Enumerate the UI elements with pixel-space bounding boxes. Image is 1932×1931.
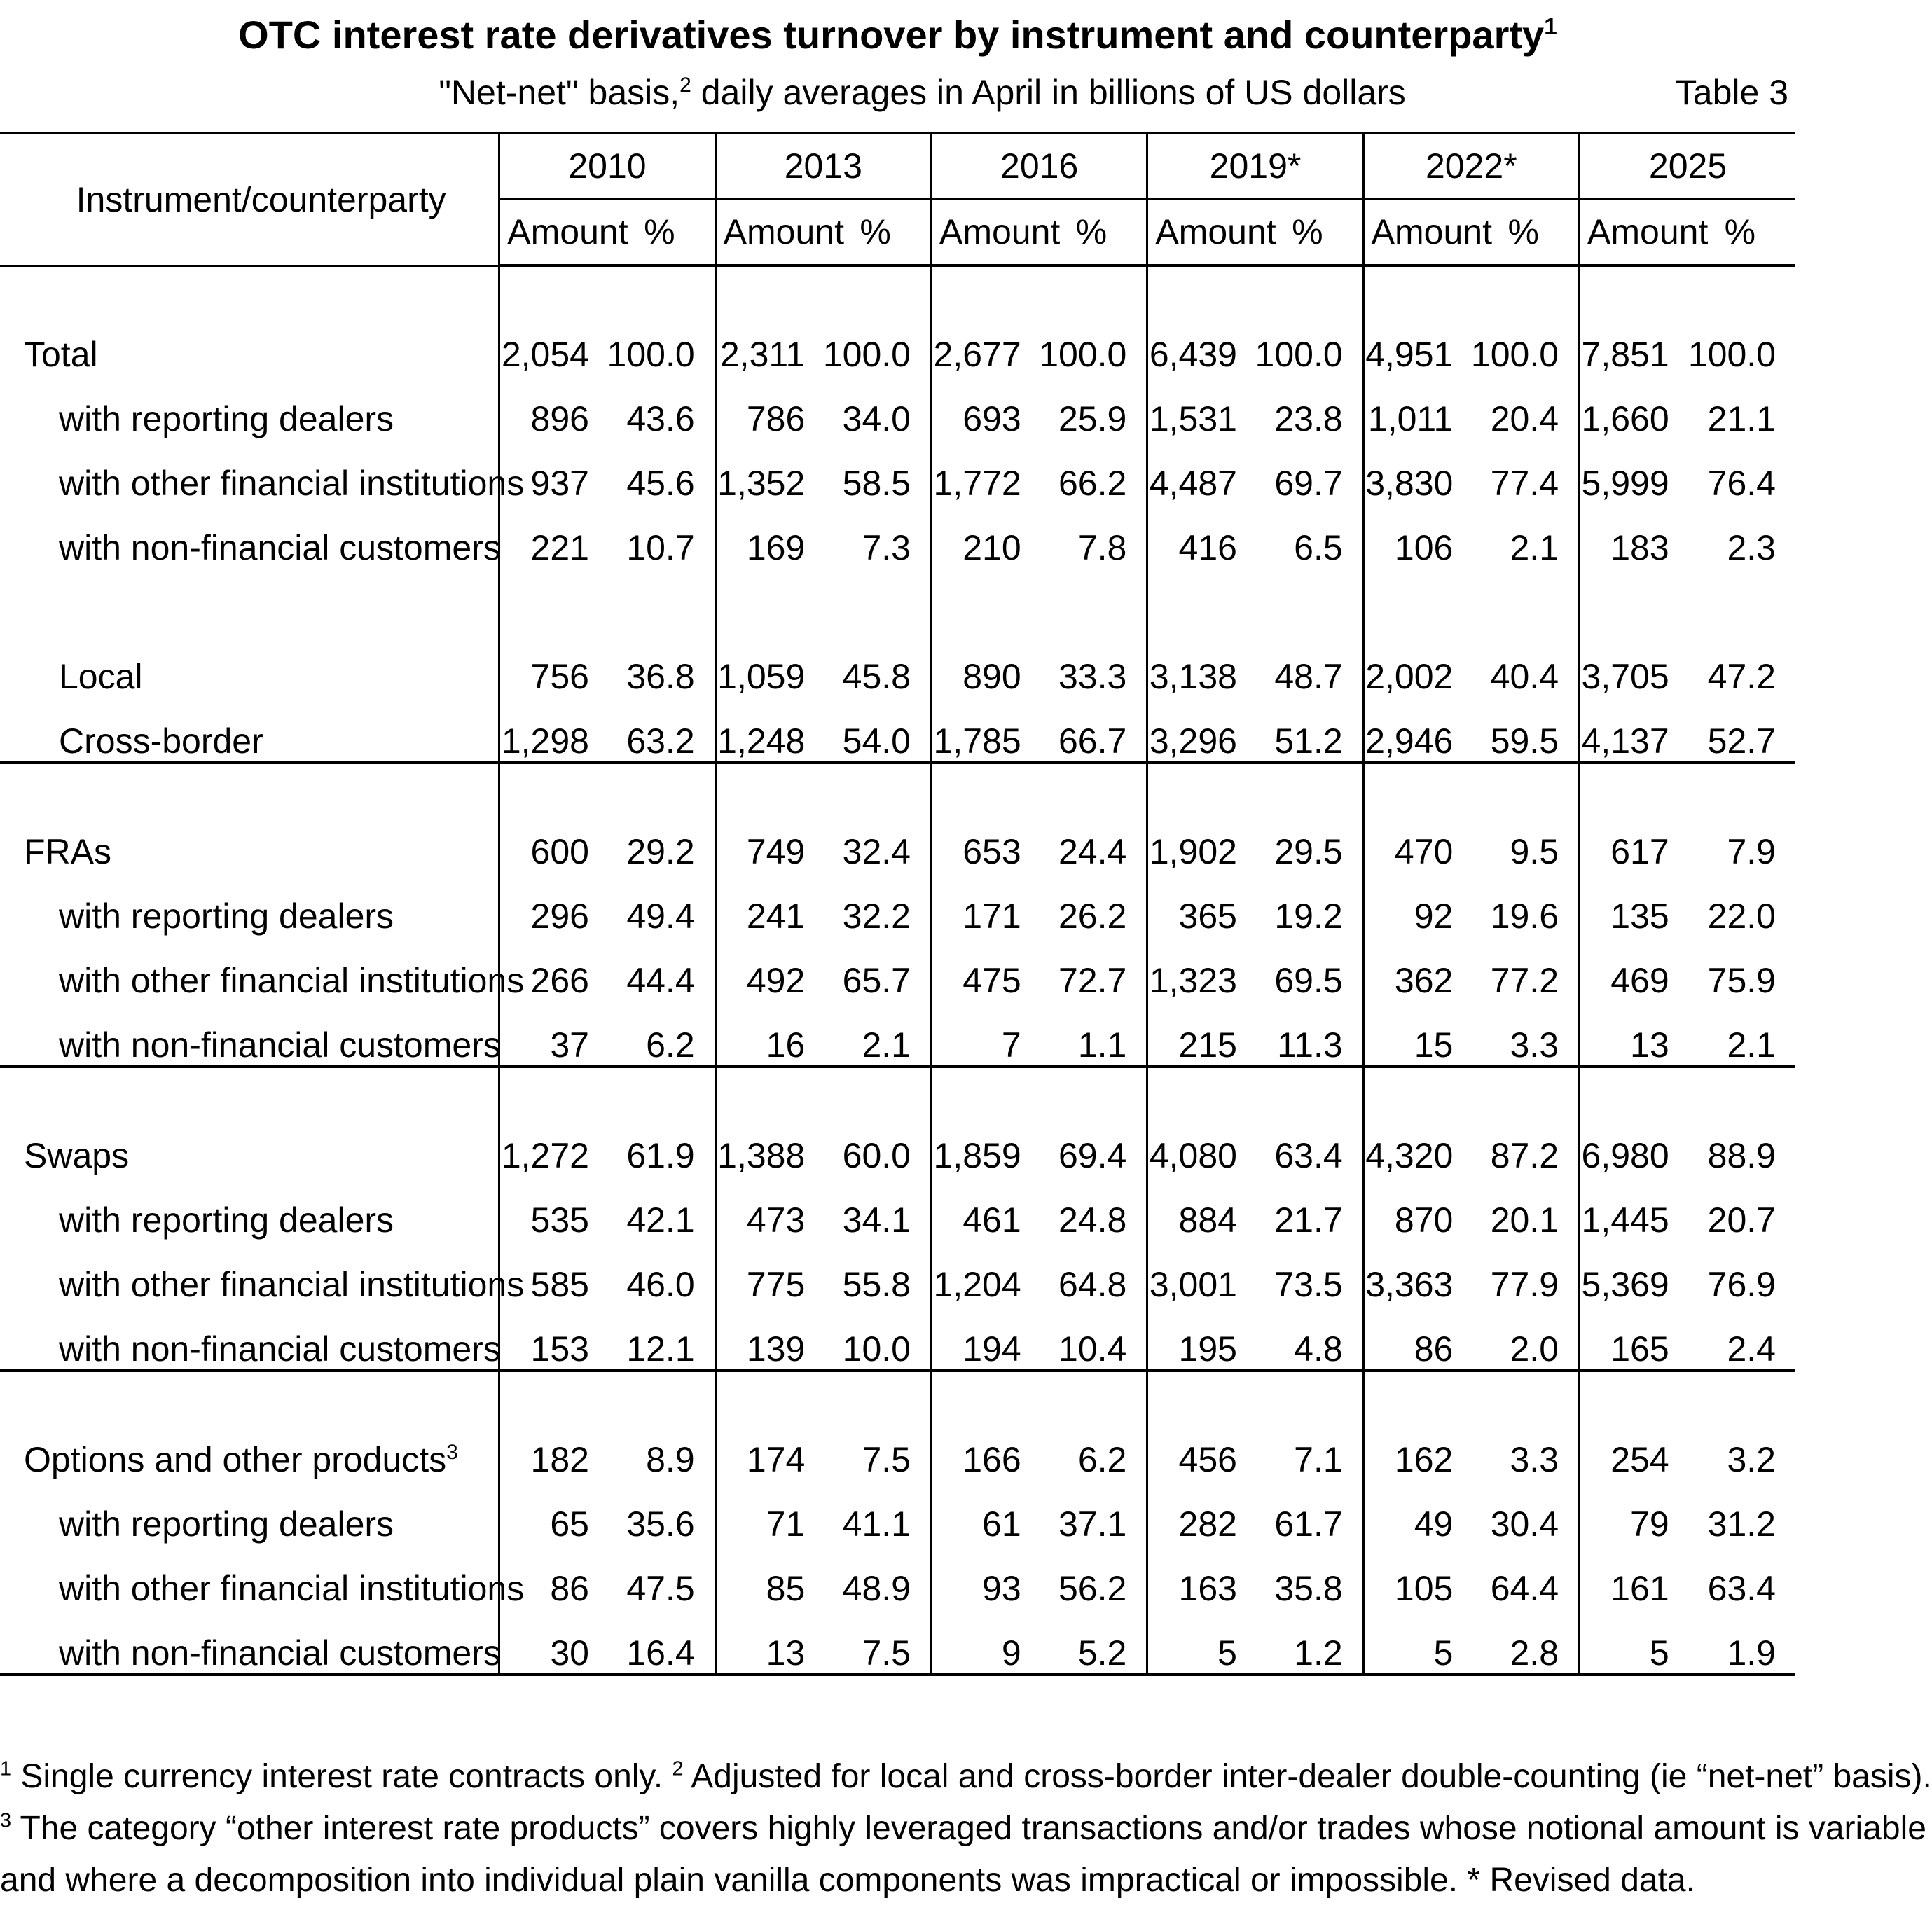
- amount-cell: 1,204: [931, 1240, 1036, 1305]
- pct-cell: 77.2: [1490, 961, 1559, 1000]
- amount-cell: 282: [1147, 1480, 1253, 1544]
- spacer-row: [0, 1067, 1795, 1112]
- header-pct: %: [1685, 199, 1795, 266]
- amount-cell: 492: [715, 936, 820, 1001]
- amount-cell: 1,531: [1147, 375, 1253, 439]
- amount-cell: 1,785: [931, 697, 1036, 763]
- pct-cell: 63.4: [1707, 1569, 1776, 1608]
- pct-cell: 58.5: [842, 464, 911, 503]
- pct-cell: 55.8: [842, 1265, 911, 1304]
- row-label: Local: [59, 657, 143, 696]
- table-row: [0, 1240, 1795, 1305]
- amount-cell: 13: [1580, 1001, 1685, 1067]
- footnote-line-1: $^1$ Single currency interest rate contracts only. $^2$ Adjusted for local and cross-border inter-dealer double-counting (ie “net-net” basis).: [0, 1757, 1932, 1795]
- amount-cell: 5,999: [1580, 439, 1685, 504]
- footnotes: [0, 1751, 1932, 1906]
- amount-cell: 13: [715, 1609, 820, 1675]
- amount-cell: 890: [931, 632, 1036, 697]
- pct-cell: 59.5: [1468, 697, 1579, 763]
- amount-cell: 194: [931, 1305, 1036, 1371]
- title-text: OTC interest rate derivatives turnover by instrument and counterparty: [238, 13, 1545, 57]
- amount-cell: 93: [931, 1544, 1036, 1609]
- amount-cell: 4,137: [1580, 697, 1685, 763]
- pct-cell: 6.2: [605, 1001, 715, 1067]
- amount-cell: 5: [1580, 1609, 1685, 1675]
- amount-cell: 182: [499, 1416, 605, 1480]
- amount-cell: 1,248: [715, 697, 820, 763]
- turnover-table: [0, 132, 1795, 1676]
- amount-cell: 6,439: [1147, 310, 1253, 375]
- pct-cell: 100.0: [1255, 335, 1343, 374]
- pct-cell: 100.0: [1470, 335, 1559, 374]
- pct-cell: 7.5: [862, 1440, 911, 1479]
- amount-cell: 241: [715, 872, 820, 936]
- amount-cell: 3,705: [1580, 632, 1685, 697]
- amount-cell: 1,660: [1580, 375, 1685, 439]
- pct-cell: 65.7: [842, 961, 911, 1000]
- pct-cell: 2.1: [820, 1001, 931, 1067]
- pct-cell: 63.2: [605, 697, 715, 763]
- amount-cell: 617: [1580, 808, 1685, 872]
- row-label: with other financial institutions: [59, 1569, 525, 1608]
- table-row: [0, 808, 1795, 872]
- header-pct: %: [1468, 199, 1579, 266]
- pct-cell: 7.3: [862, 528, 911, 567]
- amount-cell: 3,830: [1363, 439, 1468, 504]
- pct-cell: 20.4: [1490, 399, 1559, 438]
- amount-cell: 5,369: [1580, 1240, 1685, 1305]
- pct-cell: 47.5: [626, 1569, 695, 1608]
- pct-cell: 31.2: [1707, 1504, 1776, 1544]
- pct-cell: 8.9: [646, 1440, 695, 1479]
- row-label: with non-financial customers: [59, 528, 501, 567]
- row-label: Cross-border: [0, 697, 499, 763]
- header-amount: Amount: [931, 199, 1036, 266]
- pct-cell: 5.2: [1037, 1609, 1147, 1675]
- spacer-row: [0, 1371, 1795, 1416]
- amount-cell: 139: [715, 1305, 820, 1371]
- amount-cell: 183: [1580, 504, 1685, 568]
- amount-cell: 884: [1147, 1176, 1253, 1240]
- pct-cell: 4.8: [1253, 1305, 1363, 1371]
- pct-cell: 21.7: [1274, 1200, 1343, 1240]
- pct-cell: 32.4: [842, 832, 911, 871]
- table-row: [0, 1112, 1795, 1176]
- amount-cell: 1,388: [715, 1112, 820, 1176]
- amount-cell: 61: [931, 1480, 1036, 1544]
- table-row: [0, 439, 1795, 504]
- pct-cell: 16.4: [605, 1609, 715, 1675]
- pct-cell: 11.3: [1253, 1001, 1363, 1067]
- header-amount: Amount: [1147, 199, 1253, 266]
- pct-cell: 45.6: [626, 464, 695, 503]
- pct-cell: 54.0: [820, 697, 931, 763]
- pct-cell: 2.8: [1468, 1609, 1579, 1675]
- amount-cell: 221: [499, 504, 605, 568]
- spacer-row: [0, 568, 1795, 632]
- pct-cell: 37.1: [1058, 1504, 1127, 1544]
- pct-cell: 22.0: [1707, 897, 1776, 936]
- table-row: [0, 1176, 1795, 1240]
- pct-cell: 42.1: [626, 1200, 695, 1240]
- pct-cell: 2.1: [1685, 1001, 1795, 1067]
- pct-cell: 33.3: [1058, 657, 1127, 696]
- amount-cell: 1,772: [931, 439, 1036, 504]
- amount-cell: 585: [499, 1240, 605, 1305]
- pct-cell: 10.4: [1037, 1305, 1147, 1371]
- pct-cell: 100.0: [822, 335, 911, 374]
- pct-cell: 48.9: [842, 1569, 911, 1608]
- pct-cell: 75.9: [1707, 961, 1776, 1000]
- pct-cell: 19.6: [1490, 897, 1559, 936]
- amount-cell: 171: [931, 872, 1036, 936]
- amount-cell: 86: [1363, 1305, 1468, 1371]
- amount-cell: 4,951: [1363, 310, 1468, 375]
- pct-cell: 43.6: [626, 399, 695, 438]
- pct-cell: 77.4: [1490, 464, 1559, 503]
- pct-cell: 6.2: [1077, 1440, 1127, 1479]
- amount-cell: 3,138: [1147, 632, 1253, 697]
- table-row: [0, 632, 1795, 697]
- row-label: with non-financial customers: [0, 1609, 499, 1675]
- pct-cell: 10.7: [626, 528, 695, 567]
- amount-cell: 653: [931, 808, 1036, 872]
- row-label: Options and other products$^3$: [24, 1440, 458, 1479]
- pct-cell: 34.1: [842, 1200, 911, 1240]
- spacer-row: [0, 265, 1795, 310]
- pct-cell: 66.7: [1037, 697, 1147, 763]
- amount-cell: 475: [931, 936, 1036, 1001]
- amount-cell: 937: [499, 439, 605, 504]
- amount-cell: 15: [1363, 1001, 1468, 1067]
- pct-cell: 29.5: [1274, 832, 1343, 871]
- amount-cell: 2,311: [715, 310, 820, 375]
- amount-cell: 416: [1147, 504, 1253, 568]
- amount-cell: 2,946: [1363, 697, 1468, 763]
- amount-cell: 16: [715, 1001, 820, 1067]
- amount-cell: 1,011: [1363, 375, 1468, 439]
- pct-cell: 87.2: [1490, 1136, 1559, 1175]
- amount-cell: 2,054: [499, 310, 605, 375]
- title-footnote-mark: 1: [1544, 13, 1557, 40]
- pct-cell: 7.1: [1294, 1440, 1343, 1479]
- pct-cell: 3.3: [1510, 1440, 1559, 1479]
- pct-cell: 77.9: [1490, 1265, 1559, 1304]
- pct-cell: 35.6: [626, 1504, 695, 1544]
- table-row: [0, 697, 1795, 763]
- amount-cell: 1,272: [499, 1112, 605, 1176]
- header-pct: %: [1037, 199, 1147, 266]
- amount-cell: 37: [499, 1001, 605, 1067]
- amount-cell: 71: [715, 1480, 820, 1544]
- header-amount: Amount: [1363, 199, 1468, 266]
- pct-cell: 30.4: [1490, 1504, 1559, 1544]
- pct-cell: 9.5: [1510, 832, 1559, 871]
- amount-cell: 5: [1363, 1609, 1468, 1675]
- pct-cell: 61.9: [626, 1136, 695, 1175]
- pct-cell: 48.7: [1274, 657, 1343, 696]
- pct-cell: 3.3: [1468, 1001, 1579, 1067]
- amount-cell: 896: [499, 375, 605, 439]
- pct-cell: 26.2: [1058, 897, 1127, 936]
- row-label: with reporting dealers: [59, 1504, 394, 1544]
- row-label: with other financial institutions: [59, 1265, 525, 1304]
- amount-cell: 3,296: [1147, 697, 1253, 763]
- subtitle-text: "Net-net" basis,$^2$ daily averages in April in billions of US dollars: [439, 73, 1406, 112]
- pct-cell: 2.4: [1685, 1305, 1795, 1371]
- pct-cell: 41.1: [842, 1504, 911, 1544]
- amount-cell: 1,298: [499, 697, 605, 763]
- amount-cell: 30: [499, 1609, 605, 1675]
- pct-cell: 6.5: [1294, 528, 1343, 567]
- footnote-line-3: and where a decomposition into individual plain vanilla components was impractical or impossible. * Revised data.: [0, 1862, 1695, 1899]
- pct-cell: 40.4: [1490, 657, 1559, 696]
- amount-cell: 195: [1147, 1305, 1253, 1371]
- table-title: [0, 7, 1795, 63]
- pct-cell: 23.8: [1274, 399, 1343, 438]
- amount-cell: 162: [1363, 1416, 1468, 1480]
- header-amount: Amount: [1580, 199, 1685, 266]
- pct-cell: 72.7: [1058, 961, 1127, 1000]
- amount-cell: 1,445: [1580, 1176, 1685, 1240]
- pct-cell: 44.4: [626, 961, 695, 1000]
- amount-cell: 749: [715, 808, 820, 872]
- header-pct: %: [1253, 199, 1363, 266]
- header-year: 2022*: [1363, 133, 1579, 199]
- pct-cell: 52.7: [1685, 697, 1795, 763]
- pct-cell: 100.0: [1688, 335, 1776, 374]
- pct-cell: 32.2: [842, 897, 911, 936]
- footnote-line-2: $^3$ The category “other interest rate products” covers highly leveraged transactions and/or trades whose notional amount is variable: [0, 1809, 1926, 1847]
- amount-cell: 2,002: [1363, 632, 1468, 697]
- amount-cell: 473: [715, 1176, 820, 1240]
- pct-cell: 20.7: [1707, 1200, 1776, 1240]
- amount-cell: 85: [715, 1544, 820, 1609]
- row-label: with other financial institutions: [59, 961, 525, 1000]
- pct-cell: 100.0: [607, 335, 695, 374]
- amount-cell: 266: [499, 936, 605, 1001]
- pct-cell: 45.8: [842, 657, 911, 696]
- pct-cell: 47.2: [1707, 657, 1776, 696]
- pct-cell: 1.9: [1685, 1609, 1795, 1675]
- amount-cell: 1,902: [1147, 808, 1253, 872]
- amount-cell: 1,323: [1147, 936, 1253, 1001]
- amount-cell: 1,859: [931, 1112, 1036, 1176]
- pct-cell: 10.0: [820, 1305, 931, 1371]
- header-amount: Amount: [499, 199, 605, 266]
- row-label: with reporting dealers: [59, 1200, 394, 1240]
- pct-cell: 7.8: [1077, 528, 1127, 567]
- amount-cell: 2,677: [931, 310, 1036, 375]
- amount-cell: 693: [931, 375, 1036, 439]
- spacer-row: [0, 763, 1795, 808]
- amount-cell: 4,080: [1147, 1112, 1253, 1176]
- amount-cell: 600: [499, 808, 605, 872]
- pct-cell: 69.4: [1058, 1136, 1127, 1175]
- amount-cell: 92: [1363, 872, 1468, 936]
- pct-cell: 1.1: [1037, 1001, 1147, 1067]
- amount-cell: 786: [715, 375, 820, 439]
- pct-cell: 7.5: [820, 1609, 931, 1675]
- pct-cell: 63.4: [1274, 1136, 1343, 1175]
- amount-cell: 535: [499, 1176, 605, 1240]
- amount-cell: 3,363: [1363, 1240, 1468, 1305]
- pct-cell: 7.9: [1727, 832, 1776, 871]
- pct-cell: 35.8: [1274, 1569, 1343, 1608]
- header-year: 2013: [715, 133, 931, 199]
- amount-cell: 169: [715, 504, 820, 568]
- amount-cell: 870: [1363, 1176, 1468, 1240]
- header-year: 2025: [1580, 133, 1795, 199]
- amount-cell: 49: [1363, 1480, 1468, 1544]
- pct-cell: 64.8: [1058, 1265, 1127, 1304]
- subtitle-footnote-mark: 2: [679, 74, 691, 97]
- row-label: with reporting dealers: [59, 897, 394, 936]
- amount-cell: 79: [1580, 1480, 1685, 1544]
- amount-cell: 254: [1580, 1416, 1685, 1480]
- amount-cell: 174: [715, 1416, 820, 1480]
- pct-cell: 1.2: [1253, 1609, 1363, 1675]
- amount-cell: 365: [1147, 872, 1253, 936]
- header-row-label: Instrument/counterparty: [0, 133, 499, 265]
- pct-cell: 69.7: [1274, 464, 1343, 503]
- row-label: FRAs: [24, 832, 111, 871]
- table-row: [0, 936, 1795, 1001]
- pct-cell: 64.4: [1490, 1569, 1559, 1608]
- amount-cell: 135: [1580, 872, 1685, 936]
- pct-cell: 3.2: [1727, 1440, 1776, 1479]
- row-label: with non-financial customers: [0, 1001, 499, 1067]
- pct-cell: 34.0: [842, 399, 911, 438]
- pct-cell: 2.0: [1468, 1305, 1579, 1371]
- pct-cell: 2.3: [1727, 528, 1776, 567]
- header-year: 2010: [499, 133, 715, 199]
- table-body: [0, 265, 1795, 1675]
- pct-cell: 2.1: [1510, 528, 1559, 567]
- amount-cell: 469: [1580, 936, 1685, 1001]
- table-row: [0, 1416, 1795, 1480]
- amount-cell: 65: [499, 1480, 605, 1544]
- header-years-row: [0, 133, 1795, 199]
- amount-cell: 362: [1363, 936, 1468, 1001]
- pct-cell: 20.1: [1490, 1200, 1559, 1240]
- pct-cell: 88.9: [1707, 1136, 1776, 1175]
- table-row: [0, 1001, 1795, 1067]
- table-row: [0, 1305, 1795, 1371]
- header-year: 2016: [931, 133, 1147, 199]
- amount-cell: 153: [499, 1305, 605, 1371]
- amount-cell: 105: [1363, 1544, 1468, 1609]
- table-row: [0, 310, 1795, 375]
- table-row: [0, 504, 1795, 568]
- amount-cell: 4,487: [1147, 439, 1253, 504]
- pct-cell: 76.9: [1707, 1265, 1776, 1304]
- pct-cell: 76.4: [1707, 464, 1776, 503]
- table-row: [0, 1609, 1795, 1675]
- pct-cell: 60.0: [842, 1136, 911, 1175]
- amount-cell: 106: [1363, 504, 1468, 568]
- pct-cell: 61.7: [1274, 1504, 1343, 1544]
- amount-cell: 461: [931, 1176, 1036, 1240]
- amount-cell: 1,352: [715, 439, 820, 504]
- table-row: [0, 375, 1795, 439]
- amount-cell: 7: [931, 1001, 1036, 1067]
- pct-cell: 36.8: [626, 657, 695, 696]
- amount-cell: 166: [931, 1416, 1036, 1480]
- pct-cell: 49.4: [626, 897, 695, 936]
- amount-cell: 161: [1580, 1544, 1685, 1609]
- header-pct: %: [605, 199, 715, 266]
- amount-cell: 210: [931, 504, 1036, 568]
- table-row: [0, 872, 1795, 936]
- table-row: [0, 1544, 1795, 1609]
- pct-cell: 24.8: [1058, 1200, 1127, 1240]
- amount-cell: 86: [499, 1544, 605, 1609]
- amount-cell: 296: [499, 872, 605, 936]
- amount-cell: 3,001: [1147, 1240, 1253, 1305]
- amount-cell: 9: [931, 1609, 1036, 1675]
- pct-cell: 56.2: [1058, 1569, 1127, 1608]
- pct-cell: 29.2: [626, 832, 695, 871]
- amount-cell: 456: [1147, 1416, 1253, 1480]
- amount-cell: 1,059: [715, 632, 820, 697]
- row-label: Swaps: [24, 1136, 130, 1175]
- table-number: Table 3: [1675, 73, 1788, 112]
- pct-cell: 25.9: [1058, 399, 1127, 438]
- row-label: with other financial institutions: [59, 464, 525, 503]
- header-pct: %: [820, 199, 931, 266]
- row-label: with non-financial customers: [0, 1305, 499, 1371]
- amount-cell: 165: [1580, 1305, 1685, 1371]
- amount-cell: 756: [499, 632, 605, 697]
- pct-cell: 19.2: [1274, 897, 1343, 936]
- pct-cell: 73.5: [1274, 1265, 1343, 1304]
- pct-cell: 46.0: [626, 1265, 695, 1304]
- row-label: with reporting dealers: [59, 399, 394, 438]
- amount-cell: 470: [1363, 808, 1468, 872]
- pct-cell: 69.5: [1274, 961, 1343, 1000]
- header-amount: Amount: [715, 199, 820, 266]
- amount-cell: 775: [715, 1240, 820, 1305]
- amount-cell: 4,320: [1363, 1112, 1468, 1176]
- amount-cell: 163: [1147, 1544, 1253, 1609]
- amount-cell: 215: [1147, 1001, 1253, 1067]
- pct-cell: 51.2: [1253, 697, 1363, 763]
- amount-cell: 5: [1147, 1609, 1253, 1675]
- amount-cell: 6,980: [1580, 1112, 1685, 1176]
- pct-cell: 24.4: [1058, 832, 1127, 871]
- row-label: Total: [24, 335, 98, 374]
- pct-cell: 12.1: [605, 1305, 715, 1371]
- table-row: [0, 1480, 1795, 1544]
- header-year: 2019*: [1147, 133, 1363, 199]
- pct-cell: 100.0: [1039, 335, 1127, 374]
- amount-cell: 7,851: [1580, 310, 1685, 375]
- pct-cell: 66.2: [1058, 464, 1127, 503]
- pct-cell: 21.1: [1707, 399, 1776, 438]
